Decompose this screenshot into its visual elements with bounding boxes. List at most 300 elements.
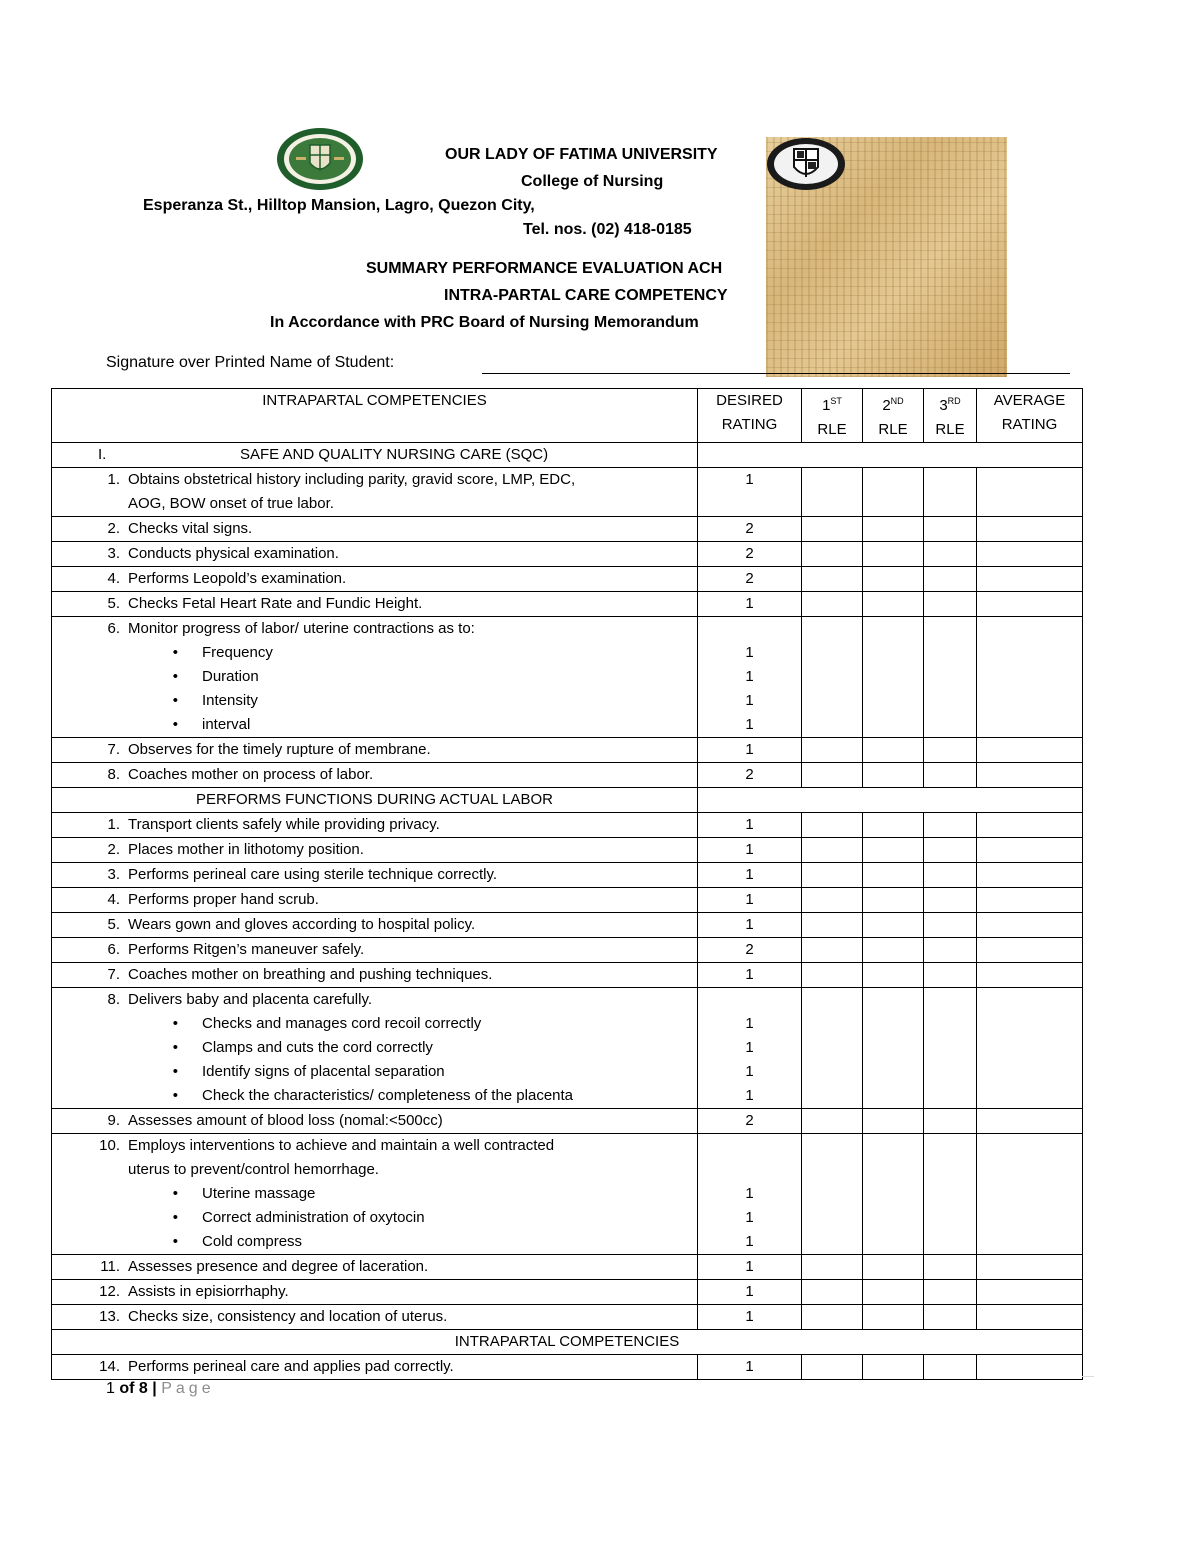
rating-value: 1: [745, 1185, 754, 1202]
item-text: Coaches mother on breathing and pushing techniques.: [128, 966, 493, 983]
sub-item: [52, 665, 697, 689]
average-rating-cell[interactable]: [977, 763, 1083, 788]
item-number: 8.: [107, 991, 120, 1008]
desired-rating-cell: [698, 1355, 802, 1380]
second-rle-cell[interactable]: [863, 913, 924, 938]
rating-blank: [698, 988, 801, 1012]
rating-value: 1: [745, 692, 754, 709]
sub-item: [52, 1230, 697, 1254]
competency-cell: [52, 1355, 698, 1380]
desired-rating-cell: [698, 813, 802, 838]
item-number: [52, 1158, 128, 1182]
first-rle-cell[interactable]: [802, 763, 863, 788]
rating-blank: [698, 617, 801, 641]
competency-cell: [52, 838, 698, 863]
item-text: AOG, BOW onset of true labor.: [128, 495, 334, 512]
section-row: [52, 1330, 1083, 1355]
item-number: 1.: [107, 816, 120, 833]
rating-value: 1: [745, 716, 754, 733]
rating-value: 1: [745, 1233, 754, 1250]
rating-value: 1: [745, 1358, 754, 1375]
competency-cell: [52, 963, 698, 988]
average-rating-cell[interactable]: [977, 913, 1083, 938]
first-rle-cell[interactable]: [802, 888, 863, 913]
third-rle-cell[interactable]: [924, 863, 977, 888]
average-rating-cell[interactable]: [977, 1280, 1083, 1305]
item-number: 6.: [107, 941, 120, 958]
competency-cell: [52, 1305, 698, 1330]
competency-cell: [52, 938, 698, 963]
item-text: Performs proper hand scrub.: [128, 891, 319, 908]
sub-item-text: Clamps and cuts the cord correctly: [202, 1039, 433, 1056]
sub-item-text: Correct administration of oxytocin: [202, 1209, 425, 1226]
item-line: [52, 988, 697, 1012]
desired-rating-cell: [698, 592, 802, 617]
bullet-icon: •: [172, 1063, 178, 1080]
rating-value: 1: [745, 1063, 754, 1080]
competency-cell: [52, 1134, 698, 1255]
third-rle-cell[interactable]: [924, 567, 977, 592]
table-row: [52, 1355, 1083, 1380]
item-number: 5.: [107, 595, 120, 612]
competency-cell: [52, 517, 698, 542]
item-number: 2.: [107, 520, 120, 537]
sub-item: [52, 1206, 697, 1230]
first-rle-cell[interactable]: [802, 617, 863, 738]
sub-item: [52, 1084, 697, 1108]
first-rle-cell[interactable]: [802, 813, 863, 838]
item-text: Wears gown and gloves according to hospital policy.: [128, 916, 476, 933]
section-title: INTRAPARTAL COMPETENCIES: [52, 1330, 1083, 1355]
rating-value: 1: [745, 866, 754, 883]
item-number: 14.: [99, 1358, 120, 1375]
second-rle-cell[interactable]: [863, 938, 924, 963]
table-row: [52, 542, 1083, 567]
desired-rating-cell: [698, 468, 802, 517]
third-rle-cell[interactable]: [924, 617, 977, 738]
item-line: [52, 1355, 697, 1379]
item-number: 10.: [99, 1137, 120, 1154]
rating-value: 1: [745, 595, 754, 612]
first-rle-cell[interactable]: [802, 1305, 863, 1330]
bullet-icon: •: [172, 1087, 178, 1104]
competency-cell: [52, 468, 698, 517]
competency-cell: [52, 738, 698, 763]
sub-item: [52, 1036, 697, 1060]
sub-item-text: Checks and manages cord recoil correctly: [202, 1015, 482, 1032]
competency-cell: [52, 1280, 698, 1305]
item-line: [52, 813, 697, 837]
item-number: 4.: [107, 891, 120, 908]
bullet-icon: •: [172, 716, 178, 733]
header-average-rating: AVERAGE RATING: [977, 389, 1083, 443]
item-line: [52, 617, 697, 641]
bullet-icon: •: [172, 1015, 178, 1032]
item-line: [52, 1255, 697, 1279]
sub-item: [52, 1060, 697, 1084]
second-rle-cell[interactable]: [863, 592, 924, 617]
third-rle-cell[interactable]: [924, 838, 977, 863]
first-rle-cell[interactable]: [802, 1255, 863, 1280]
competency-cell: [52, 567, 698, 592]
item-text: uterus to prevent/control hemorrhage.: [128, 1161, 379, 1178]
memorandum-line: In Accordance with PRC Board of Nursing Memorandum: [270, 314, 699, 331]
desired-rating-cell: [698, 913, 802, 938]
second-rle-cell[interactable]: [863, 888, 924, 913]
item-text: Assesses amount of blood loss (nomal:<500cc): [128, 1112, 443, 1129]
competency-cell: [52, 988, 698, 1109]
item-text: Assists in episiorrhaphy.: [128, 1283, 289, 1300]
rating-value: 1: [745, 1039, 754, 1056]
table-row: [52, 838, 1083, 863]
item-text: Assesses presence and degree of laceration.: [128, 1258, 429, 1275]
item-text: Performs perineal care and applies pad correctly.: [128, 1358, 454, 1375]
competency-cell: [52, 1109, 698, 1134]
item-text: Performs Ritgen’s maneuver safely.: [128, 941, 365, 958]
table-row: [52, 617, 1083, 738]
second-rle-cell[interactable]: [863, 763, 924, 788]
rating-value: 1: [745, 1087, 754, 1104]
item-number: 9.: [107, 1112, 120, 1129]
first-rle-cell[interactable]: [802, 988, 863, 1109]
item-line: [52, 1280, 697, 1304]
average-rating-cell[interactable]: [977, 1109, 1083, 1134]
average-rating-cell[interactable]: [977, 567, 1083, 592]
header-desired-rating: DESIRED RATING: [698, 389, 802, 443]
rating-value: 1: [745, 816, 754, 833]
item-text: Conducts physical examination.: [128, 545, 339, 562]
telephone: Tel. nos. (02) 418-0185: [523, 221, 692, 238]
item-text: Places mother in lithotomy position.: [128, 841, 364, 858]
rating-value: 1: [745, 1015, 754, 1032]
item-text: Performs perineal care using sterile technique correctly.: [128, 866, 498, 883]
third-rle-cell[interactable]: [924, 938, 977, 963]
header-first-rle: 1ST RLE: [802, 389, 863, 443]
sub-item-text: Frequency: [202, 644, 273, 661]
section-row-sqc: [52, 443, 1083, 468]
average-rating-cell[interactable]: [977, 938, 1083, 963]
university-name: OUR LADY OF FATIMA UNIVERSITY: [445, 146, 718, 163]
table-row: [52, 863, 1083, 888]
second-rle-cell[interactable]: [863, 567, 924, 592]
third-rle-cell[interactable]: [924, 763, 977, 788]
item-text: Coaches mother on process of labor.: [128, 766, 374, 783]
item-text: Employs interventions to achieve and maintain a well contracted: [128, 1137, 555, 1154]
table-row: [52, 1305, 1083, 1330]
competency-cell: [52, 813, 698, 838]
third-rle-cell[interactable]: [924, 1305, 977, 1330]
competency-cell: [52, 888, 698, 913]
table-row: [52, 938, 1083, 963]
third-rle-cell[interactable]: [924, 738, 977, 763]
average-rating-cell[interactable]: [977, 1355, 1083, 1380]
rating-value: 2: [745, 1112, 754, 1129]
average-rating-cell[interactable]: [977, 592, 1083, 617]
item-line: [52, 492, 697, 516]
third-rle-cell[interactable]: [924, 1255, 977, 1280]
item-number: [52, 492, 128, 516]
item-line: [52, 1305, 697, 1329]
desired-rating-cell: [698, 863, 802, 888]
bullet-icon: •: [172, 1233, 178, 1250]
average-rating-cell[interactable]: [977, 888, 1083, 913]
item-text: Checks vital signs.: [128, 520, 253, 537]
table-header-row: [52, 389, 1083, 443]
sub-item: [52, 641, 697, 665]
rating-value: 1: [745, 471, 754, 488]
average-rating-cell[interactable]: [977, 863, 1083, 888]
average-rating-cell[interactable]: [977, 838, 1083, 863]
item-line: [52, 963, 697, 987]
footer-rule: [1082, 1376, 1094, 1377]
item-text: Checks size, consistency and location of uterus.: [128, 1308, 448, 1325]
item-line: [52, 863, 697, 887]
item-line: [52, 592, 697, 616]
item-text: Transport clients safely while providing privacy.: [128, 816, 440, 833]
average-rating-cell[interactable]: [977, 542, 1083, 567]
item-number: 2.: [107, 841, 120, 858]
rating-value: 1: [745, 1283, 754, 1300]
item-line: [52, 888, 697, 912]
second-rle-cell[interactable]: [863, 517, 924, 542]
item-number: 12.: [99, 1283, 120, 1300]
average-rating-cell[interactable]: [977, 1255, 1083, 1280]
college-seal-logo: [766, 137, 846, 191]
bullet-icon: •: [172, 644, 178, 661]
rating-value: 2: [745, 520, 754, 537]
section-title: SAFE AND QUALITY NURSING CARE (SQC): [240, 446, 549, 463]
first-rle-cell[interactable]: [802, 1109, 863, 1134]
item-line: [52, 913, 697, 937]
second-rle-cell[interactable]: [863, 1355, 924, 1380]
first-rle-cell[interactable]: [802, 468, 863, 517]
rating-blank: [698, 1134, 801, 1158]
rating-value: 1: [745, 891, 754, 908]
item-number: 7.: [107, 966, 120, 983]
table-row: [52, 913, 1083, 938]
rating-value: 2: [745, 545, 754, 562]
second-rle-cell[interactable]: [863, 542, 924, 567]
rating-blank: [698, 1158, 801, 1182]
sub-item: [52, 1182, 697, 1206]
first-rle-cell[interactable]: [802, 542, 863, 567]
average-rating-cell[interactable]: [977, 963, 1083, 988]
second-rle-cell[interactable]: [863, 1255, 924, 1280]
second-rle-cell[interactable]: [863, 1134, 924, 1255]
first-rle-cell[interactable]: [802, 517, 863, 542]
desired-rating-cell: [698, 738, 802, 763]
first-rle-cell[interactable]: [802, 1280, 863, 1305]
item-text: Checks Fetal Heart Rate and Fundic Height.: [128, 595, 423, 612]
sub-item: [52, 713, 697, 737]
second-rle-cell[interactable]: [863, 468, 924, 517]
second-rle-cell[interactable]: [863, 988, 924, 1109]
document-title: SUMMARY PERFORMANCE EVALUATION ACH: [366, 260, 723, 277]
sub-item-text: Uterine massage: [202, 1185, 316, 1202]
desired-rating-cell: [698, 1305, 802, 1330]
item-number: 6.: [107, 620, 120, 637]
third-rle-cell[interactable]: [924, 1109, 977, 1134]
first-rle-cell[interactable]: [802, 1355, 863, 1380]
item-text: Observes for the timely rupture of membrane.: [128, 741, 431, 758]
item-number: 5.: [107, 916, 120, 933]
table-row: [52, 888, 1083, 913]
second-rle-cell[interactable]: [863, 617, 924, 738]
item-number: 4.: [107, 570, 120, 587]
rating-value: 2: [745, 766, 754, 783]
first-rle-cell[interactable]: [802, 838, 863, 863]
item-line: [52, 838, 697, 862]
item-number: 11.: [100, 1258, 120, 1275]
third-rle-cell[interactable]: [924, 1134, 977, 1255]
sub-item-text: Identify signs of placental separation: [202, 1063, 445, 1080]
third-rle-cell[interactable]: [924, 988, 977, 1109]
second-rle-cell[interactable]: [863, 963, 924, 988]
rating-value: 1: [745, 966, 754, 983]
document-subtitle: INTRA-PARTAL CARE COMPETENCY: [444, 287, 728, 304]
third-rle-cell[interactable]: [924, 1280, 977, 1305]
item-number: 3.: [107, 866, 120, 883]
item-line: [52, 542, 697, 566]
average-rating-cell[interactable]: [977, 738, 1083, 763]
desired-rating-cell: [698, 517, 802, 542]
first-rle-cell[interactable]: [802, 738, 863, 763]
first-rle-cell[interactable]: [802, 938, 863, 963]
third-rle-cell[interactable]: [924, 913, 977, 938]
third-rle-cell[interactable]: [924, 542, 977, 567]
desired-rating-cell: [698, 567, 802, 592]
table-row: [52, 988, 1083, 1109]
table-row: [52, 567, 1083, 592]
first-rle-cell[interactable]: [802, 592, 863, 617]
third-rle-cell[interactable]: [924, 888, 977, 913]
second-rle-cell[interactable]: [863, 813, 924, 838]
desired-rating-cell: [698, 1280, 802, 1305]
table-row: [52, 738, 1083, 763]
competency-cell: [52, 913, 698, 938]
average-rating-cell[interactable]: [977, 617, 1083, 738]
third-rle-cell[interactable]: [924, 963, 977, 988]
item-text: Monitor progress of labor/ uterine contractions as to:: [128, 620, 475, 637]
sub-item-text: interval: [202, 716, 251, 733]
rating-value: 1: [745, 741, 754, 758]
bullet-icon: •: [172, 668, 178, 685]
item-text: Obtains obstetrical history including parity, gravid score, LMP, EDC,: [128, 471, 576, 488]
competency-cell: [52, 863, 698, 888]
bullet-icon: •: [172, 1185, 178, 1202]
section-number: I.: [98, 446, 107, 463]
rating-value: 1: [745, 1258, 754, 1275]
table-row: [52, 592, 1083, 617]
second-rle-cell[interactable]: [863, 738, 924, 763]
first-rle-cell[interactable]: [802, 863, 863, 888]
page-footer: 1 of 8 | Page: [106, 1380, 215, 1397]
item-text: Performs Leopold’s examination.: [128, 570, 347, 587]
rating-value: 1: [745, 916, 754, 933]
average-rating-cell[interactable]: [977, 468, 1083, 517]
item-line: [52, 468, 697, 492]
table-row: [52, 1255, 1083, 1280]
item-line: [52, 738, 697, 762]
desired-rating-cell: [698, 988, 802, 1109]
average-rating-cell[interactable]: [977, 1305, 1083, 1330]
bullet-icon: •: [172, 1039, 178, 1056]
rating-value: 2: [745, 941, 754, 958]
sub-item-text: Check the characteristics/ completeness of the placenta: [202, 1087, 574, 1104]
sub-item-text: Duration: [202, 668, 259, 685]
competency-cell: [52, 592, 698, 617]
item-text: Delivers baby and placenta carefully.: [128, 991, 373, 1008]
desired-rating-cell: [698, 888, 802, 913]
signature-line[interactable]: [482, 373, 1070, 374]
average-rating-cell[interactable]: [977, 517, 1083, 542]
average-rating-cell[interactable]: [977, 813, 1083, 838]
item-line: [52, 1109, 697, 1133]
rating-value: 1: [745, 1209, 754, 1226]
sub-item-text: Cold compress: [202, 1233, 303, 1250]
item-line: [52, 763, 697, 787]
second-rle-cell[interactable]: [863, 838, 924, 863]
second-rle-cell[interactable]: [863, 1305, 924, 1330]
header-second-rle: 2ND RLE: [863, 389, 924, 443]
third-rle-cell[interactable]: [924, 468, 977, 517]
competency-cell: [52, 763, 698, 788]
table-row: [52, 468, 1083, 517]
desired-rating-cell: [698, 763, 802, 788]
second-rle-cell[interactable]: [863, 1280, 924, 1305]
table-row: [52, 1134, 1083, 1255]
item-number: 8.: [107, 766, 120, 783]
bullet-icon: •: [172, 1209, 178, 1226]
first-rle-cell[interactable]: [802, 1134, 863, 1255]
second-rle-cell[interactable]: [863, 863, 924, 888]
third-rle-cell[interactable]: [924, 813, 977, 838]
first-rle-cell[interactable]: [802, 567, 863, 592]
rating-value: 1: [745, 644, 754, 661]
item-line: [52, 938, 697, 962]
item-line: [52, 567, 697, 591]
sub-item-text: Intensity: [202, 692, 258, 709]
item-number: 1.: [107, 471, 120, 488]
university-seal-logo: [276, 127, 364, 191]
average-rating-cell[interactable]: [977, 1134, 1083, 1255]
rating-value: 1: [745, 841, 754, 858]
section-row: [52, 788, 1083, 813]
average-rating-cell[interactable]: [977, 988, 1083, 1109]
rating-value: 1: [745, 668, 754, 685]
item-number: 7.: [107, 741, 120, 758]
competency-cell: [52, 1255, 698, 1280]
third-rle-cell[interactable]: [924, 1355, 977, 1380]
third-rle-cell[interactable]: [924, 592, 977, 617]
desired-rating-cell: [698, 963, 802, 988]
evaluation-table: [51, 388, 1083, 1380]
table-row: [52, 1280, 1083, 1305]
item-line: [52, 1158, 697, 1182]
third-rle-cell[interactable]: [924, 517, 977, 542]
desired-rating-cell: [698, 1255, 802, 1280]
first-rle-cell[interactable]: [802, 913, 863, 938]
second-rle-cell[interactable]: [863, 1109, 924, 1134]
rating-value: 2: [745, 570, 754, 587]
desired-rating-cell: [698, 838, 802, 863]
first-rle-cell[interactable]: [802, 963, 863, 988]
item-number: 3.: [107, 545, 120, 562]
table-row: [52, 517, 1083, 542]
table-row: [52, 1109, 1083, 1134]
desired-rating-cell: [698, 938, 802, 963]
section-title: PERFORMS FUNCTIONS DURING ACTUAL LABOR: [52, 788, 698, 813]
